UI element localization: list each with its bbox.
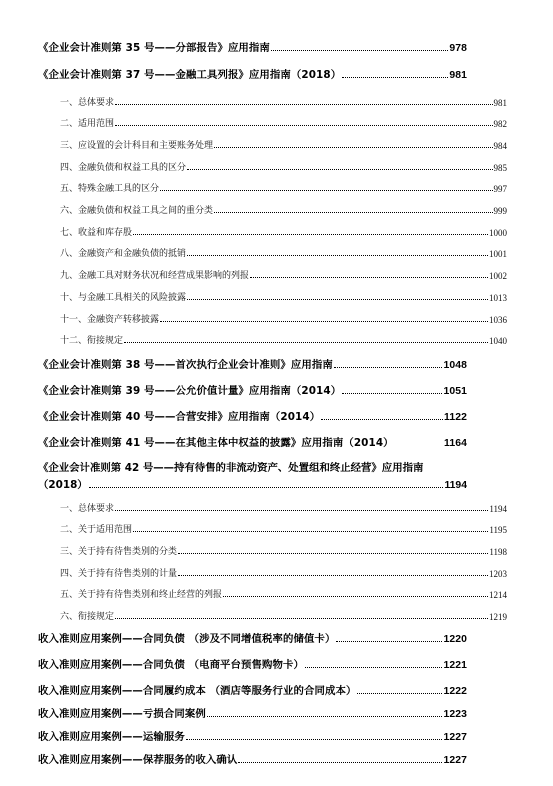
toc-entry-page: 1194 <box>444 480 467 491</box>
toc-subentry-page: 1040 <box>489 336 507 346</box>
toc-entry-page: 1227 <box>443 732 467 743</box>
toc-entry[interactable] <box>38 631 467 645</box>
leader-dots <box>214 212 492 213</box>
leader-dots <box>133 234 488 235</box>
toc-entry-title: 收入准则应用案例——合同负债 （电商平台预售购物卡） <box>38 659 304 671</box>
toc-subentry-title: 六、衔接规定 <box>60 612 115 622</box>
leader-dots <box>115 104 492 105</box>
toc-subentry[interactable] <box>60 290 507 303</box>
leader-dots <box>342 393 442 394</box>
toc-entry-title: 收入准则应用案例——保荐服务的收入确认 <box>38 754 238 766</box>
leader-dots <box>214 147 492 148</box>
leader-dots <box>187 299 488 300</box>
toc-entry-title: 《企业会计准则第 35 号——分部报告》应用指南 <box>38 42 270 54</box>
toc-entry-title: 收入准则应用案例——亏损合同案例 <box>38 708 206 720</box>
leader-dots <box>357 693 442 694</box>
toc-subentry[interactable] <box>60 544 507 557</box>
leader-dots <box>115 125 492 126</box>
leader-dots <box>207 716 443 717</box>
toc-subentry-title: 六、金融负债和权益工具之间的重分类 <box>60 206 214 216</box>
toc-entry-page: 1220 <box>443 634 467 645</box>
leader-dots <box>187 169 492 170</box>
toc-entry-page: 1048 <box>443 360 467 371</box>
toc-subentry[interactable] <box>60 138 507 151</box>
toc-subentry[interactable] <box>60 501 507 514</box>
toc-subentry-title: 十二、衔接规定 <box>60 336 124 346</box>
leader-dots <box>238 762 442 763</box>
toc-subentry[interactable] <box>60 225 507 238</box>
toc-subentry[interactable] <box>60 522 507 535</box>
toc-entry[interactable] <box>38 729 467 743</box>
toc-entry-page: 1222 <box>443 686 467 697</box>
toc-subentry[interactable] <box>60 95 507 108</box>
toc-entry-title: 《企业会计准则第 40 号——合营安排》应用指南（2014） <box>38 411 321 423</box>
toc-entry-page: 978 <box>449 43 467 54</box>
leader-dots <box>336 641 442 642</box>
leader-dots <box>334 367 443 368</box>
toc-entry-title: 收入准则应用案例——合同履约成本 （酒店等服务行业的合同成本） <box>38 685 357 697</box>
toc-subentry-page: 1002 <box>489 271 507 281</box>
toc-subentry[interactable] <box>60 203 507 216</box>
leader-dots <box>115 618 488 619</box>
toc-subentry-page: 1195 <box>489 525 507 535</box>
leader-dots <box>305 667 443 668</box>
toc-subentry-page: 1000 <box>489 228 507 238</box>
toc-subentry-title: 五、特殊金融工具的区分 <box>60 184 160 194</box>
toc-subentry[interactable] <box>60 587 507 600</box>
toc-subentry[interactable] <box>60 181 507 194</box>
toc-entry[interactable] <box>38 383 467 397</box>
toc-subentry[interactable] <box>60 246 507 259</box>
toc-subentry-page: 1013 <box>489 293 507 303</box>
toc-subentry-title: 一、总体要求 <box>60 504 115 514</box>
toc-entry-title: 收入准则应用案例——运输服务 <box>38 731 185 743</box>
leader-dots <box>178 553 488 554</box>
toc-subentry[interactable] <box>60 333 507 346</box>
toc-subentry[interactable] <box>60 566 507 579</box>
leader-dots <box>321 419 443 420</box>
leader-dots <box>124 342 488 343</box>
toc-entry-page: 1051 <box>443 386 467 397</box>
toc-subentry-page: 985 <box>493 163 507 173</box>
toc-subentry-page: 1214 <box>489 590 507 600</box>
leader-dots <box>250 277 488 278</box>
toc-subentry-page: 984 <box>493 141 507 151</box>
toc-subentry-page: 1001 <box>489 249 507 259</box>
toc-entry-title: 《企业会计准则第 37 号——金融工具列报》应用指南（2018） <box>38 69 342 81</box>
toc-entry-page: 1164 <box>444 438 467 449</box>
toc-entry[interactable] <box>38 40 467 54</box>
toc-entry-page: 1223 <box>443 709 467 720</box>
toc-subentry-title: 十、与金融工具相关的风险披露 <box>60 293 187 303</box>
leader-dots <box>89 487 444 488</box>
toc-entry[interactable] <box>38 357 467 371</box>
toc-subentry-title: 三、关于持有待售类别的分类 <box>60 547 178 557</box>
toc-entry-line1[interactable] <box>38 460 513 474</box>
toc-subentry-page: 1194 <box>489 504 507 514</box>
toc-entry-page: 1221 <box>443 660 467 671</box>
leader-dots <box>187 255 488 256</box>
toc-subentry-title: 八、金融资产和金融负债的抵销 <box>60 249 187 259</box>
toc-subentry-title: 七、收益和库存股 <box>60 228 133 238</box>
toc-entry[interactable] <box>38 683 467 697</box>
toc-entry[interactable] <box>38 435 467 449</box>
toc-entry-page: 1227 <box>443 755 467 766</box>
toc-entry-line2[interactable] <box>38 477 467 491</box>
toc-subentry-title: 十一、金融资产转移披露 <box>60 315 160 325</box>
toc-subentry-title: 一、总体要求 <box>60 98 115 108</box>
toc-subentry-title: 三、应设置的会计科目和主要账务处理 <box>60 141 214 151</box>
toc-subentry[interactable] <box>60 160 507 173</box>
toc-entry[interactable] <box>38 409 467 423</box>
leader-dots <box>133 531 488 532</box>
toc-subentry-title: 二、关于适用范围 <box>60 525 133 535</box>
toc-subentry-page: 982 <box>493 119 507 129</box>
leader-dots <box>271 50 448 51</box>
toc-subentry-page: 981 <box>493 98 507 108</box>
toc-entry-title: 收入准则应用案例——合同负债 （涉及不同增值税率的储值卡） <box>38 633 336 645</box>
toc-entry[interactable] <box>38 67 467 81</box>
toc-subentry[interactable] <box>60 116 507 129</box>
toc-subentry-title: 二、适用范围 <box>60 119 115 129</box>
leader-dots <box>160 190 492 191</box>
toc-entry[interactable] <box>38 752 467 766</box>
toc-subentry[interactable] <box>60 268 507 281</box>
leader-dots <box>115 510 488 511</box>
toc-entry-page: 981 <box>449 70 467 81</box>
leader-dots <box>160 321 488 322</box>
toc-subentry-page: 1198 <box>489 547 507 557</box>
toc-subentry-title: 四、关于持有待售类别的计量 <box>60 569 178 579</box>
toc-subentry-page: 1219 <box>489 612 507 622</box>
toc-subentry-page: 1203 <box>489 569 507 579</box>
toc-entry-title: 《企业会计准则第 42 号——持有待售的非流动资产、处置组和终止经营》应用指南 <box>38 462 424 474</box>
leader-dots <box>223 596 488 597</box>
toc-entry[interactable] <box>38 706 467 720</box>
toc-entry[interactable] <box>38 657 467 671</box>
toc-subentry-page: 999 <box>493 206 507 216</box>
toc-subentry-page: 1036 <box>489 315 507 325</box>
toc-subentry-page: 997 <box>493 184 507 194</box>
toc-entry-title: 《企业会计准则第 41 号——在其他主体中权益的披露》应用指南（2014） <box>38 437 394 449</box>
toc-subentry-title: 四、金融负债和权益工具的区分 <box>60 163 187 173</box>
toc-subentry[interactable] <box>60 609 507 622</box>
toc-subentry[interactable] <box>60 312 507 325</box>
leader-dots <box>342 77 448 78</box>
toc-subentry-title: 五、关于持有待售类别和终止经营的列报 <box>60 590 223 600</box>
toc-entry-page: 1122 <box>444 412 467 423</box>
toc-entry-title: 《企业会计准则第 39 号——公允价值计量》应用指南（2014） <box>38 385 342 397</box>
leader-dots <box>178 575 488 576</box>
toc-entry-title: 《企业会计准则第 38 号——首次执行企业会计准则》应用指南 <box>38 359 333 371</box>
leader-dots <box>186 739 443 740</box>
toc-subentry-title: 九、金融工具对财务状况和经营成果影响的列报 <box>60 271 250 281</box>
toc-entry-title-cont: （2018） <box>38 479 88 491</box>
